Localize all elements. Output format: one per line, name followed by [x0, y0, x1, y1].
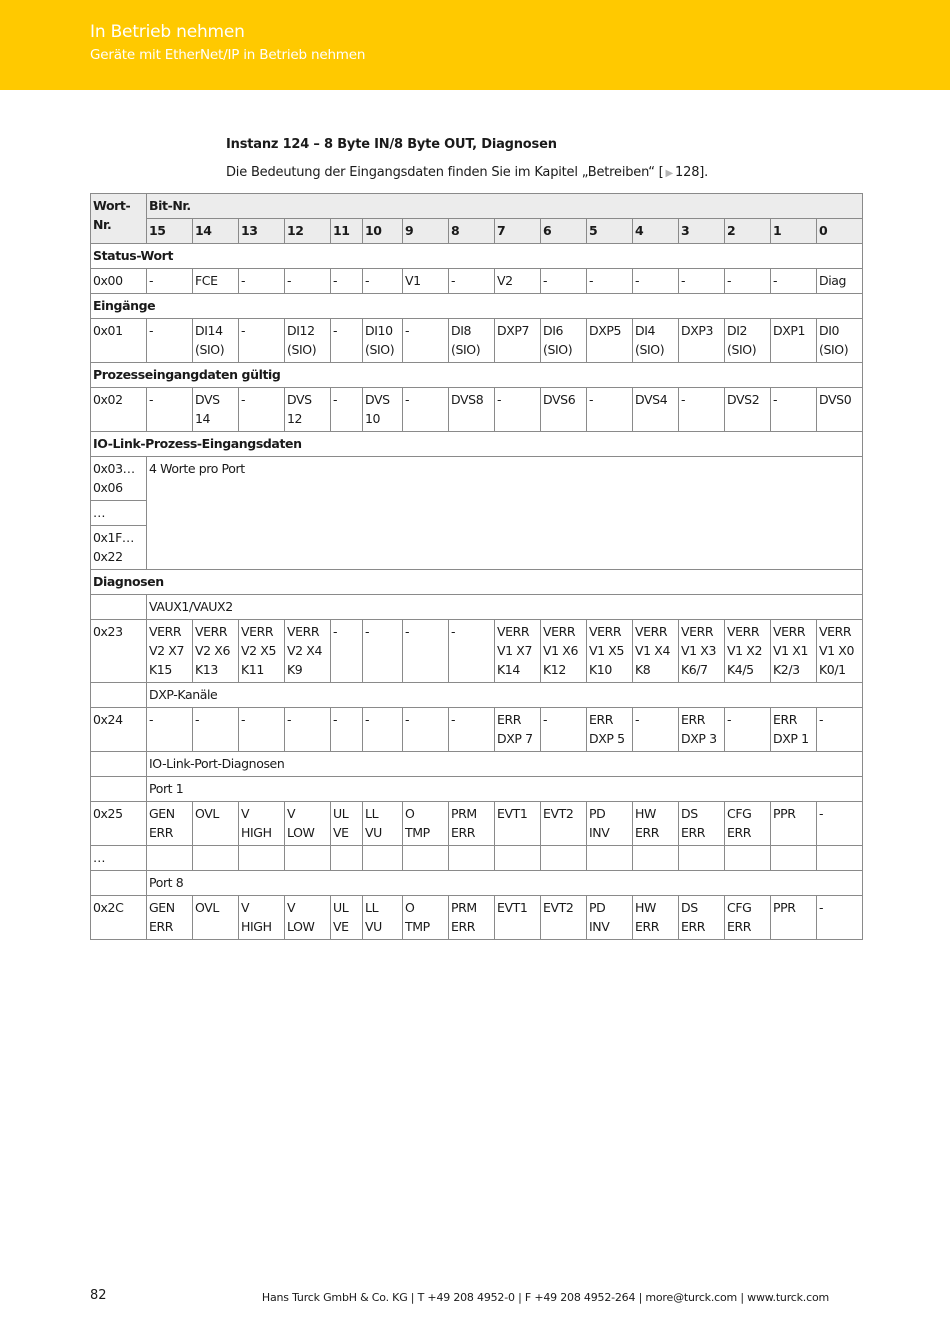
- bit-value-cell: DXP3: [679, 319, 725, 363]
- empty-bit-cell: [587, 846, 633, 871]
- bit-value-cell: EVT1: [495, 802, 541, 846]
- table-body: [91, 194, 863, 940]
- bit-value-cell: PD INV: [587, 802, 633, 846]
- header-bit-number: Bit-Nr.: [147, 194, 863, 219]
- header-bit-cell: 15: [147, 219, 193, 244]
- bit-value-cell: DI2 (SIO): [725, 319, 771, 363]
- bit-value-cell: DS ERR: [679, 896, 725, 940]
- merged-description-cell: 4 Worte pro Port: [147, 457, 863, 570]
- bit-value-cell: -: [817, 896, 863, 940]
- bit-value-cell: O TMP: [403, 802, 449, 846]
- bit-value-cell: DI12 (SIO): [285, 319, 331, 363]
- bit-value-cell: DVS8: [449, 388, 495, 432]
- word-number-cell: 0x02: [91, 388, 147, 432]
- bit-value-cell: -: [495, 388, 541, 432]
- bit-value-cell: -: [679, 388, 725, 432]
- table-row: [91, 457, 863, 501]
- bit-value-cell: Diag: [817, 269, 863, 294]
- bit-value-cell: VERR V2 X7 K15: [147, 620, 193, 683]
- footer-contact: Hans Turck GmbH & Co. KG | T +49 208 4952-0 | F +49 208 4952-264 | more@turck.com | www.turck.com: [261, 1291, 829, 1304]
- bit-value-cell: LL VU: [363, 896, 403, 940]
- empty-bit-cell: [449, 846, 495, 871]
- bit-value-cell: GEN ERR: [147, 896, 193, 940]
- ellipsis-row: [91, 846, 863, 871]
- bit-value-cell: LL VU: [363, 802, 403, 846]
- word-number-cell: 0x24: [91, 708, 147, 752]
- header-bit-cell: 3: [679, 219, 725, 244]
- bit-value-cell: -: [403, 620, 449, 683]
- bit-value-cell: -: [331, 708, 363, 752]
- bit-value-cell: -: [363, 708, 403, 752]
- bit-value-cell: DXP7: [495, 319, 541, 363]
- intro-sentence: Die Bedeutung der Eingangsdaten finden Sie im Kapitel „Betreiben“ [: [226, 165, 664, 180]
- bit-value-cell: ERR DXP 1: [771, 708, 817, 752]
- empty-bit-cell: [771, 846, 817, 871]
- table-header-row: [91, 194, 863, 219]
- header-bit-cell: 2: [725, 219, 771, 244]
- word-number-cell: …: [91, 846, 147, 871]
- empty-bit-cell: [495, 846, 541, 871]
- table-row: [91, 620, 863, 683]
- bit-value-cell: HW ERR: [633, 802, 679, 846]
- subsection-label: DXP-Kanäle: [147, 683, 863, 708]
- bit-value-cell: OVL: [193, 896, 239, 940]
- bit-value-cell: DI6 (SIO): [541, 319, 587, 363]
- bit-value-cell: PD INV: [587, 896, 633, 940]
- word-number-cell: 0x03… 0x06: [91, 457, 147, 501]
- bit-value-cell: ERR DXP 3: [679, 708, 725, 752]
- bit-value-cell: -: [193, 708, 239, 752]
- bit-value-cell: EVT2: [541, 802, 587, 846]
- bit-value-cell: -: [239, 319, 285, 363]
- page-reference-link[interactable]: 128].: [675, 165, 709, 180]
- header-bit-cell: 12: [285, 219, 331, 244]
- section-label: Status-Wort: [91, 244, 863, 269]
- bit-value-cell: -: [817, 708, 863, 752]
- table-row: [91, 708, 863, 752]
- empty-word-cell: [91, 595, 147, 620]
- bit-value-cell: -: [147, 319, 193, 363]
- subsection-row: [91, 871, 863, 896]
- subsection-label: VAUX1/VAUX2: [147, 595, 863, 620]
- word-number-cell: 0x25: [91, 802, 147, 846]
- bit-value-cell: -: [771, 388, 817, 432]
- section-label: IO-Link-Prozess-Eingangsdaten: [91, 432, 863, 457]
- bit-value-cell: -: [449, 708, 495, 752]
- subsection-label: Port 1: [147, 777, 863, 802]
- bit-value-cell: ERR DXP 5: [587, 708, 633, 752]
- word-number-cell: 0x23: [91, 620, 147, 683]
- section-title: Instanz 124 – 8 Byte IN/8 Byte OUT, Diagnosen: [226, 137, 557, 152]
- bit-value-cell: -: [541, 708, 587, 752]
- bit-value-cell: -: [147, 708, 193, 752]
- bit-value-cell: -: [679, 269, 725, 294]
- empty-bit-cell: [541, 846, 587, 871]
- bit-value-cell: DVS6: [541, 388, 587, 432]
- header-bit-cell: 6: [541, 219, 587, 244]
- section-row: [91, 244, 863, 269]
- empty-word-cell: [91, 777, 147, 802]
- bit-value-cell: VERR V1 X5 K10: [587, 620, 633, 683]
- chapter-title: In Betrieb nehmen: [90, 22, 245, 42]
- bit-value-cell: -: [363, 620, 403, 683]
- arrow-right-icon: ▶: [665, 168, 674, 179]
- empty-word-cell: [91, 752, 147, 777]
- bit-value-cell: VERR V1 X6 K12: [541, 620, 587, 683]
- subsection-row: [91, 777, 863, 802]
- subsection-row: [91, 752, 863, 777]
- page-number: 82: [90, 1288, 107, 1303]
- bit-value-cell: VERR V1 X4 K8: [633, 620, 679, 683]
- bit-value-cell: -: [239, 269, 285, 294]
- header-bit-cell: 11: [331, 219, 363, 244]
- bit-value-cell: PRM ERR: [449, 802, 495, 846]
- bit-value-cell: V HIGH: [239, 802, 285, 846]
- bit-value-cell: OVL: [193, 802, 239, 846]
- section-row: [91, 294, 863, 319]
- bit-value-cell: VERR V2 X6 K13: [193, 620, 239, 683]
- empty-bit-cell: [239, 846, 285, 871]
- chapter-subtitle: Geräte mit EtherNet/IP in Betrieb nehmen: [90, 47, 366, 63]
- subsection-row: [91, 595, 863, 620]
- header-bit-cell: 9: [403, 219, 449, 244]
- bit-value-cell: -: [239, 388, 285, 432]
- word-number-cell: 0x1F… 0x22: [91, 526, 147, 570]
- bit-value-cell: -: [449, 620, 495, 683]
- header-word-number: Wort- Nr.: [91, 194, 147, 244]
- bit-value-cell: FCE: [193, 269, 239, 294]
- bit-value-cell: VERR V1 X3 K6/7: [679, 620, 725, 683]
- word-number-cell: 0x01: [91, 319, 147, 363]
- bit-value-cell: DVS0: [817, 388, 863, 432]
- bit-value-cell: PPR: [771, 896, 817, 940]
- bit-value-cell: -: [285, 269, 331, 294]
- bit-value-cell: ERR DXP 7: [495, 708, 541, 752]
- header-bit-cell: 4: [633, 219, 679, 244]
- empty-bit-cell: [331, 846, 363, 871]
- bit-value-cell: DVS2: [725, 388, 771, 432]
- bit-value-cell: V LOW: [285, 802, 331, 846]
- bit-value-cell: -: [403, 388, 449, 432]
- bit-value-cell: DI4 (SIO): [633, 319, 679, 363]
- bit-value-cell: PRM ERR: [449, 896, 495, 940]
- bit-value-cell: -: [633, 269, 679, 294]
- bit-value-cell: V LOW: [285, 896, 331, 940]
- bit-value-cell: -: [147, 388, 193, 432]
- diagnostics-table: [90, 193, 863, 940]
- bit-value-cell: V HIGH: [239, 896, 285, 940]
- bit-value-cell: V1: [403, 269, 449, 294]
- table-row: [91, 319, 863, 363]
- bit-value-cell: V2: [495, 269, 541, 294]
- section-row: [91, 570, 863, 595]
- bit-value-cell: DXP5: [587, 319, 633, 363]
- word-number-cell: 0x00: [91, 269, 147, 294]
- bit-value-cell: HW ERR: [633, 896, 679, 940]
- header-bit-cell: 5: [587, 219, 633, 244]
- bit-value-cell: DI14 (SIO): [193, 319, 239, 363]
- bit-value-cell: -: [817, 802, 863, 846]
- bit-value-cell: -: [331, 620, 363, 683]
- bit-value-cell: -: [771, 269, 817, 294]
- section-label: Diagnosen: [91, 570, 863, 595]
- bit-value-cell: -: [285, 708, 331, 752]
- header-bit-cell: 1: [771, 219, 817, 244]
- bit-value-cell: -: [725, 708, 771, 752]
- bit-value-cell: -: [587, 388, 633, 432]
- bit-value-cell: EVT2: [541, 896, 587, 940]
- word-number-cell: 0x2C: [91, 896, 147, 940]
- bit-value-cell: DI8 (SIO): [449, 319, 495, 363]
- bit-value-cell: VERR V1 X7 K14: [495, 620, 541, 683]
- subsection-row: [91, 683, 863, 708]
- empty-bit-cell: [147, 846, 193, 871]
- bit-value-cell: DI10 (SIO): [363, 319, 403, 363]
- bit-value-cell: DXP1: [771, 319, 817, 363]
- bit-value-cell: -: [403, 319, 449, 363]
- empty-bit-cell: [363, 846, 403, 871]
- empty-bit-cell: [193, 846, 239, 871]
- header-bit-cell: 13: [239, 219, 285, 244]
- empty-bit-cell: [403, 846, 449, 871]
- bit-value-cell: O TMP: [403, 896, 449, 940]
- table-row: [91, 896, 863, 940]
- section-row: [91, 363, 863, 388]
- bit-value-cell: GEN ERR: [147, 802, 193, 846]
- section-row: [91, 432, 863, 457]
- header-bit-cell: 8: [449, 219, 495, 244]
- bit-value-cell: VERR V1 X0 K0/1: [817, 620, 863, 683]
- header-bit-cell: 7: [495, 219, 541, 244]
- table-row: [91, 802, 863, 846]
- table-header-bits-row: [91, 219, 863, 244]
- bit-value-cell: DS ERR: [679, 802, 725, 846]
- section-label: Eingänge: [91, 294, 863, 319]
- bit-value-cell: DVS 12: [285, 388, 331, 432]
- bit-value-cell: -: [331, 319, 363, 363]
- bit-value-cell: VERR V1 X2 K4/5: [725, 620, 771, 683]
- header-bit-cell: 0: [817, 219, 863, 244]
- bit-value-cell: -: [541, 269, 587, 294]
- header-bit-cell: 14: [193, 219, 239, 244]
- bit-value-cell: -: [449, 269, 495, 294]
- bit-value-cell: VERR V1 X1 K2/3: [771, 620, 817, 683]
- bit-value-cell: VERR V2 X4 K9: [285, 620, 331, 683]
- empty-word-cell: [91, 683, 147, 708]
- empty-bit-cell: [285, 846, 331, 871]
- bit-value-cell: DVS4: [633, 388, 679, 432]
- bit-value-cell: UL VE: [331, 896, 363, 940]
- bit-value-cell: -: [587, 269, 633, 294]
- bit-value-cell: CFG ERR: [725, 802, 771, 846]
- bit-value-cell: DVS 14: [193, 388, 239, 432]
- bit-value-cell: DVS 10: [363, 388, 403, 432]
- bit-value-cell: PPR: [771, 802, 817, 846]
- empty-bit-cell: [633, 846, 679, 871]
- empty-bit-cell: [679, 846, 725, 871]
- bit-value-cell: -: [147, 269, 193, 294]
- word-number-cell: …: [91, 501, 147, 526]
- subsection-label: IO-Link-Port-Diagnosen: [147, 752, 863, 777]
- bit-value-cell: -: [725, 269, 771, 294]
- bit-value-cell: -: [633, 708, 679, 752]
- bit-value-cell: -: [331, 388, 363, 432]
- header-bit-cell: 10: [363, 219, 403, 244]
- bit-value-cell: DI0 (SIO): [817, 319, 863, 363]
- header-band: [0, 0, 950, 90]
- bit-value-cell: CFG ERR: [725, 896, 771, 940]
- empty-word-cell: [91, 871, 147, 896]
- bit-value-cell: EVT1: [495, 896, 541, 940]
- bit-value-cell: -: [331, 269, 363, 294]
- table-row: [91, 269, 863, 294]
- bit-value-cell: -: [403, 708, 449, 752]
- section-label: Prozesseingangdaten gültig: [91, 363, 863, 388]
- empty-bit-cell: [725, 846, 771, 871]
- bit-value-cell: -: [363, 269, 403, 294]
- bit-value-cell: VERR V2 X5 K11: [239, 620, 285, 683]
- bit-value-cell: UL VE: [331, 802, 363, 846]
- empty-bit-cell: [817, 846, 863, 871]
- table-row: [91, 388, 863, 432]
- bit-value-cell: -: [239, 708, 285, 752]
- subsection-label: Port 8: [147, 871, 863, 896]
- intro-text: [226, 165, 708, 180]
